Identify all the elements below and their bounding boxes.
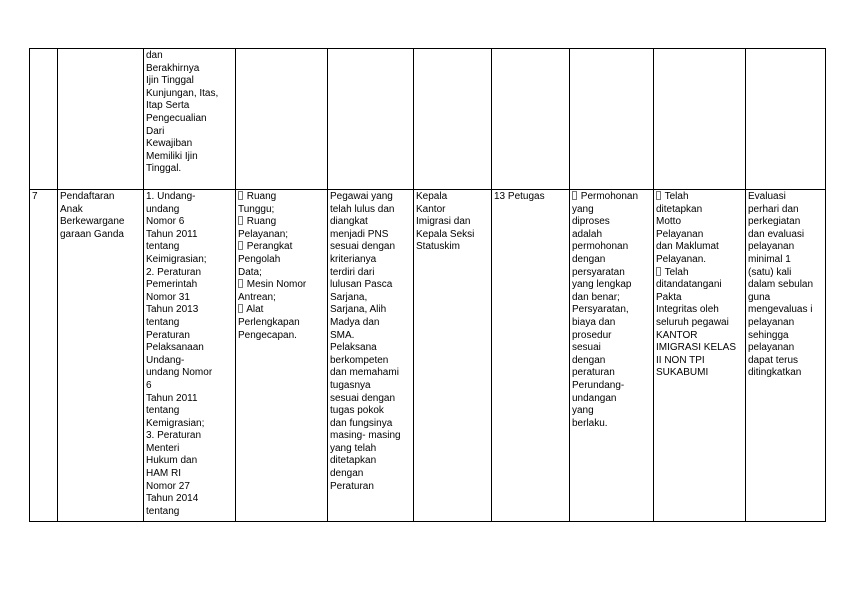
evaluation-line: pelayanan bbox=[748, 342, 795, 354]
facility-text: Pengecapan. bbox=[238, 329, 297, 341]
legal-basis-line: Nomor 27 bbox=[146, 480, 190, 492]
evaluation-line: sehingga bbox=[748, 329, 789, 341]
assurance-text: yang bbox=[572, 405, 594, 417]
legal-basis-line: Berakhirnya bbox=[146, 62, 200, 74]
cell-supervision bbox=[414, 190, 492, 522]
legal-basis-line: Undang- bbox=[146, 354, 185, 366]
legal-basis-line: Pengecualian bbox=[146, 112, 207, 124]
assurance-text: Permohonan bbox=[578, 191, 639, 202]
service-name-line: Anak bbox=[60, 203, 83, 215]
bullet-box-icon bbox=[238, 191, 243, 200]
assurance-text: dengan bbox=[572, 354, 606, 366]
assurance-text: diproses bbox=[572, 216, 610, 228]
legal-basis-line: 2. Peraturan bbox=[146, 266, 202, 278]
legal-basis-line: Dari bbox=[146, 125, 165, 137]
commitment-line bbox=[656, 330, 744, 343]
competency-line: berkompeten bbox=[330, 354, 389, 366]
evaluation-line: guna bbox=[748, 291, 771, 303]
bullet-box-icon bbox=[238, 279, 243, 288]
commitment-bullet-line bbox=[656, 267, 744, 280]
table-row-continuation bbox=[30, 49, 826, 190]
supervision-line: Kepala Seksi bbox=[416, 228, 475, 240]
facility-line bbox=[238, 229, 326, 242]
assurance-text: dengan bbox=[572, 253, 606, 265]
legal-basis-line: dan bbox=[146, 50, 163, 61]
evaluation-line: Evaluasi bbox=[748, 191, 786, 202]
competency-line: Sarjana, bbox=[330, 291, 368, 303]
cell-service-name bbox=[58, 49, 144, 190]
cell-number bbox=[30, 49, 58, 190]
facility-text: Pelayanan; bbox=[238, 228, 289, 240]
facility-line bbox=[238, 204, 326, 217]
cell-staff bbox=[492, 190, 570, 522]
assurance-text: peraturan bbox=[572, 367, 615, 379]
commitment-line bbox=[656, 216, 744, 229]
commitment-line bbox=[656, 342, 744, 355]
competency-line: Pelaksana bbox=[330, 342, 377, 354]
assurance-text: sesuai bbox=[572, 342, 601, 354]
facility-line bbox=[238, 330, 326, 343]
facility-text: Pengolah bbox=[238, 253, 281, 265]
facility-text: Tunggu; bbox=[238, 203, 275, 215]
cell-assurance bbox=[570, 49, 654, 190]
legal-basis-line: Menteri bbox=[146, 442, 180, 454]
evaluation-line: (satu) kali bbox=[748, 266, 792, 278]
competency-line: ditetapkan bbox=[330, 455, 377, 467]
facility-text: Data; bbox=[238, 266, 262, 278]
competency-line: Sarjana, Alih bbox=[330, 304, 387, 316]
assurance-line bbox=[572, 216, 652, 229]
facility-bullet-line bbox=[238, 304, 326, 317]
assurance-text: Perundang- bbox=[572, 379, 625, 391]
commitment-text: dan Maklumat bbox=[656, 241, 719, 253]
legal-basis-line: Peraturan bbox=[146, 329, 190, 341]
assurance-text: Persyaratan, bbox=[572, 304, 629, 316]
competency-line: lulusan Pasca bbox=[330, 279, 393, 291]
competency-line: yang telah bbox=[330, 442, 377, 454]
competency-line: kriterianya bbox=[330, 253, 377, 265]
legal-basis-line: Ijin Tinggal bbox=[146, 75, 194, 87]
cell-assurance bbox=[570, 190, 654, 522]
row-number: 7 bbox=[32, 191, 38, 202]
assurance-line bbox=[572, 304, 652, 317]
facility-bullet-line bbox=[238, 191, 326, 204]
supervision-line: Imigrasi dan bbox=[416, 216, 471, 228]
legal-basis-line: tentang bbox=[146, 316, 180, 328]
cell-service-name bbox=[58, 190, 144, 522]
competency-line: SMA. bbox=[330, 329, 355, 341]
bullet-box-icon bbox=[238, 216, 243, 225]
legal-basis-line: tentang bbox=[146, 405, 180, 417]
facility-bullet-line bbox=[238, 241, 326, 254]
facility-text: Ruang bbox=[244, 216, 277, 228]
commitment-text: Pelayanan. bbox=[656, 253, 707, 265]
evaluation-line: ditingkatkan bbox=[748, 367, 802, 379]
legal-basis-line: Kunjungan, Itas, bbox=[146, 87, 219, 99]
legal-basis-line: tentang bbox=[146, 505, 180, 517]
assurance-line bbox=[572, 254, 652, 267]
evaluation-line: dapat terus bbox=[748, 354, 799, 366]
assurance-line bbox=[572, 267, 652, 280]
commitment-text: Telah bbox=[662, 266, 689, 278]
service-name-line: Berkewargane bbox=[60, 216, 125, 228]
competency-line: dan fungsinya bbox=[330, 417, 393, 429]
commitment-line bbox=[656, 254, 744, 267]
cell-competency bbox=[328, 190, 414, 522]
assurance-line bbox=[572, 405, 652, 418]
competency-line: dengan bbox=[330, 468, 364, 480]
legal-basis-line: Pemerintah bbox=[146, 279, 198, 291]
legal-basis-line: Nomor 31 bbox=[146, 291, 190, 303]
competency-line: Madya dan bbox=[330, 316, 380, 328]
assurance-text: yang bbox=[572, 203, 594, 215]
assurance-line bbox=[572, 355, 652, 368]
bullet-box-icon bbox=[572, 191, 577, 200]
cell-legal-basis bbox=[144, 190, 236, 522]
legal-basis-line: Tinggal. bbox=[146, 163, 182, 175]
commitment-text: Pakta bbox=[656, 291, 682, 303]
supervision-line: Statuskim bbox=[416, 241, 460, 253]
cell-supervision bbox=[414, 49, 492, 190]
legal-basis-line: Nomor 6 bbox=[146, 216, 185, 228]
service-name-line: garaan Ganda bbox=[60, 228, 124, 240]
cell-number bbox=[30, 190, 58, 522]
facility-text: Alat bbox=[244, 304, 264, 316]
facility-text: Perangkat bbox=[244, 241, 293, 253]
service-name-line: Pendaftaran bbox=[60, 191, 115, 202]
legal-basis-line: Tahun 2013 bbox=[146, 304, 199, 316]
competency-line: tugasnya bbox=[330, 379, 371, 391]
competency-line: dan memahami bbox=[330, 367, 399, 379]
competency-line: sesuai dengan bbox=[330, 392, 396, 404]
competency-line: menjadi PNS bbox=[330, 228, 389, 240]
legal-basis-line: Memiliki Ijin bbox=[146, 150, 198, 162]
bullet-box-icon bbox=[656, 191, 661, 200]
assurance-line bbox=[572, 317, 652, 330]
commitment-text: Pelayanan bbox=[656, 228, 704, 240]
competency-line: Peraturan bbox=[330, 480, 374, 492]
legal-basis-line: Pelaksanaan bbox=[146, 342, 204, 354]
legal-basis-line: Keimigrasian; bbox=[146, 253, 207, 265]
cell-commitment bbox=[654, 190, 746, 522]
legal-basis-line: Itap Serta bbox=[146, 100, 190, 112]
cell-evaluation bbox=[746, 49, 826, 190]
assurance-line bbox=[572, 229, 652, 242]
assurance-line bbox=[572, 393, 652, 406]
competency-line: diangkat bbox=[330, 216, 368, 228]
facility-bullet-line bbox=[238, 279, 326, 292]
commitment-text: Integritas oleh bbox=[656, 304, 719, 316]
legal-basis-line: tentang bbox=[146, 241, 180, 253]
assurance-text: prosedur bbox=[572, 329, 612, 341]
commitment-text: II NON TPI bbox=[656, 354, 705, 366]
assurance-line bbox=[572, 380, 652, 393]
evaluation-line: pelayanan bbox=[748, 241, 795, 253]
facility-line bbox=[238, 254, 326, 267]
cell-legal-basis bbox=[144, 49, 236, 190]
cell-facilities bbox=[236, 49, 328, 190]
assurance-line bbox=[572, 204, 652, 217]
staff-count: 13 Petugas bbox=[494, 191, 545, 202]
facility-line bbox=[238, 292, 326, 305]
competency-line: sesuai dengan bbox=[330, 241, 396, 253]
assurance-text: yang lengkap bbox=[572, 279, 632, 291]
service-standard-table bbox=[29, 48, 826, 522]
legal-basis-line: Tahun 2014 bbox=[146, 493, 199, 505]
commitment-text: Motto bbox=[656, 216, 682, 228]
assurance-text: biaya dan bbox=[572, 316, 616, 328]
evaluation-line: pelayanan bbox=[748, 316, 795, 328]
commitment-text: ditetapkan bbox=[656, 203, 703, 215]
assurance-line bbox=[572, 241, 652, 254]
legal-basis-line: 6 bbox=[146, 379, 152, 391]
commitment-text: SUKABUMI bbox=[656, 367, 709, 379]
commitment-line bbox=[656, 229, 744, 242]
supervision-line: Kepala bbox=[416, 191, 448, 202]
competency-line: tugas pokok bbox=[330, 405, 384, 417]
competency-line: telah lulus dan bbox=[330, 203, 395, 215]
facility-text: Antrean; bbox=[238, 291, 276, 303]
commitment-line bbox=[656, 292, 744, 305]
bullet-box-icon bbox=[238, 241, 243, 250]
commitment-line bbox=[656, 367, 744, 380]
assurance-line bbox=[572, 292, 652, 305]
bullet-box-icon bbox=[238, 304, 243, 313]
commitment-line bbox=[656, 204, 744, 217]
cell-evaluation bbox=[746, 190, 826, 522]
cell-staff bbox=[492, 49, 570, 190]
commitment-text: Telah bbox=[662, 191, 689, 202]
commitment-line bbox=[656, 241, 744, 254]
commitment-text: ditandatangani bbox=[656, 279, 722, 291]
assurance-bullet-line bbox=[572, 191, 652, 204]
facility-line bbox=[238, 317, 326, 330]
legal-basis-line: Hukum dan bbox=[146, 455, 198, 467]
bullet-box-icon bbox=[656, 267, 661, 276]
commitment-text: seluruh pegawai bbox=[656, 316, 729, 328]
facility-text: Perlengkapan bbox=[238, 316, 300, 328]
assurance-line bbox=[572, 418, 652, 431]
legal-basis-line: undang bbox=[146, 203, 180, 215]
competency-line: masing- masing bbox=[330, 430, 401, 442]
evaluation-line: dalam sebulan bbox=[748, 279, 814, 291]
assurance-line bbox=[572, 342, 652, 355]
legal-basis-line: undang Nomor bbox=[146, 367, 213, 379]
commitment-line bbox=[656, 317, 744, 330]
legal-basis-line: Kemigrasian; bbox=[146, 417, 205, 429]
assurance-text: persyaratan bbox=[572, 266, 625, 278]
assurance-text: adalah bbox=[572, 228, 603, 240]
cell-facilities bbox=[236, 190, 328, 522]
legal-basis-line: HAM RI bbox=[146, 468, 181, 480]
supervision-line: Kantor bbox=[416, 203, 446, 215]
assurance-line bbox=[572, 279, 652, 292]
commitment-text: KANTOR bbox=[656, 329, 698, 341]
evaluation-line: minimal 1 bbox=[748, 253, 791, 265]
assurance-line bbox=[572, 330, 652, 343]
commitment-line bbox=[656, 355, 744, 368]
evaluation-line: perkegiatan bbox=[748, 216, 801, 228]
commitment-text: IMIGRASI KELAS bbox=[656, 342, 737, 354]
facility-line bbox=[238, 267, 326, 280]
legal-basis-line: Tahun 2011 bbox=[146, 228, 198, 240]
legal-basis-line: 1. Undang- bbox=[146, 191, 196, 202]
commitment-bullet-line bbox=[656, 191, 744, 204]
legal-basis-line: Tahun 2011 bbox=[146, 392, 198, 404]
evaluation-line: dan evaluasi bbox=[748, 228, 805, 240]
facility-bullet-line bbox=[238, 216, 326, 229]
commitment-line bbox=[656, 304, 744, 317]
cell-competency bbox=[328, 49, 414, 190]
competency-line: Pegawai yang bbox=[330, 191, 393, 202]
legal-basis-line: Kewajiban bbox=[146, 138, 193, 150]
facility-text: Ruang bbox=[244, 191, 277, 202]
assurance-text: undangan bbox=[572, 392, 617, 404]
assurance-text: dan benar; bbox=[572, 291, 620, 303]
commitment-line bbox=[656, 279, 744, 292]
evaluation-line: perhari dan bbox=[748, 203, 799, 215]
facility-text: Mesin Nomor bbox=[244, 279, 307, 291]
competency-line: terdiri dari bbox=[330, 266, 375, 278]
assurance-text: permohonan bbox=[572, 241, 629, 253]
table-row-7 bbox=[30, 190, 826, 522]
legal-basis-line: 3. Peraturan bbox=[146, 430, 202, 442]
evaluation-line: mengevaluas i bbox=[748, 304, 813, 316]
assurance-line bbox=[572, 367, 652, 380]
cell-commitment bbox=[654, 49, 746, 190]
assurance-text: berlaku. bbox=[572, 417, 608, 429]
